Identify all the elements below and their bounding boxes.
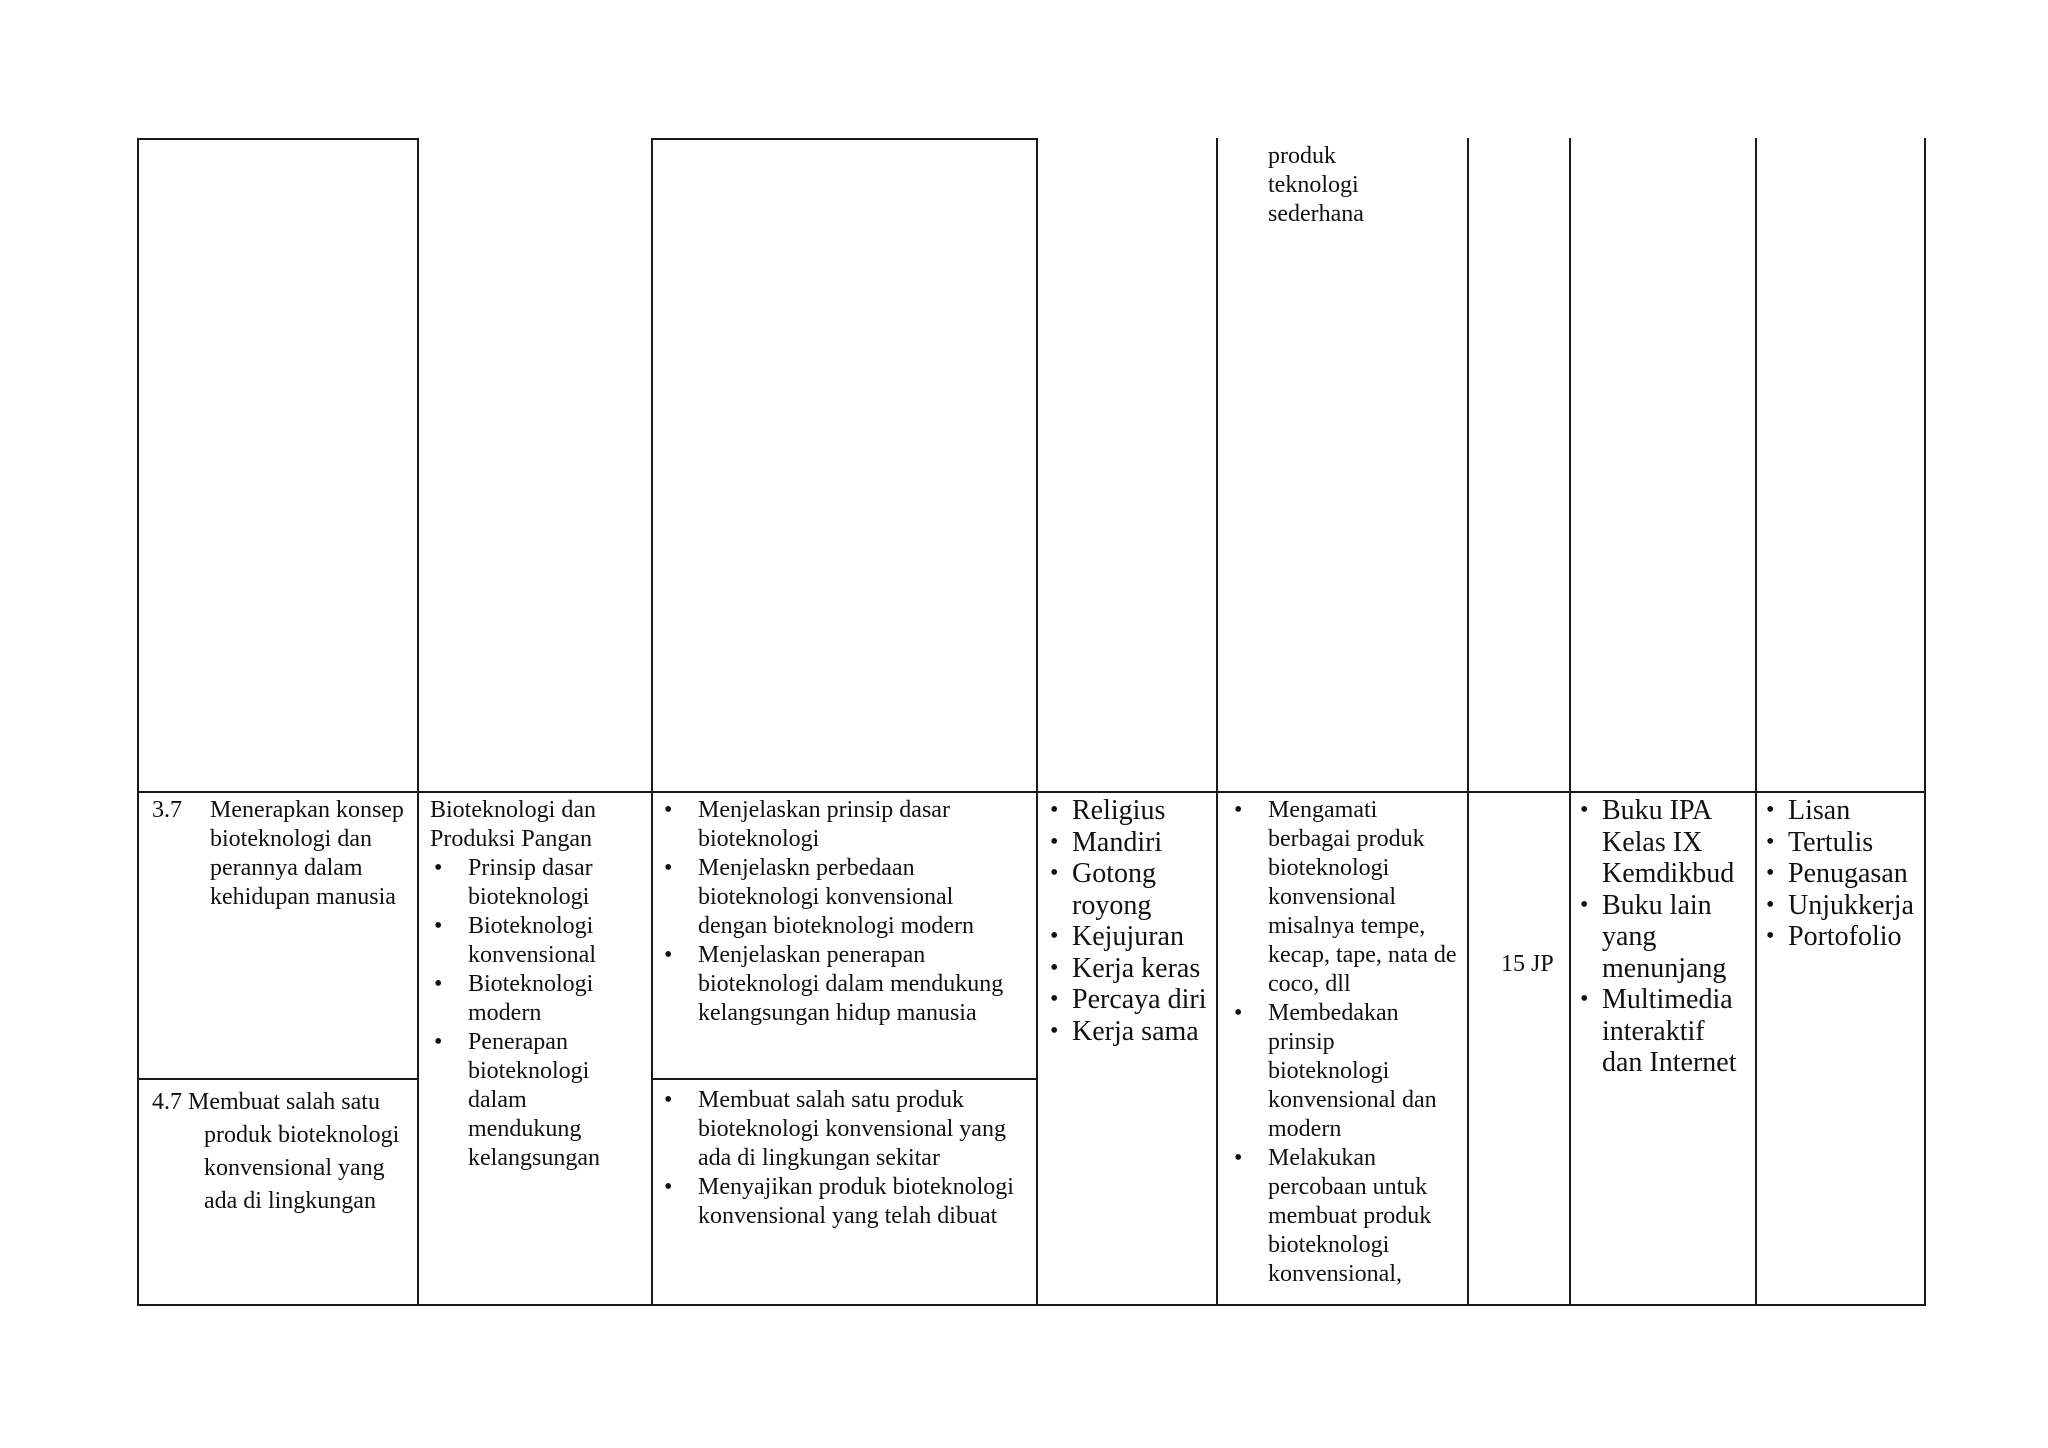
list-item: • Unjukkerja xyxy=(1764,890,1922,922)
list-item: • Mandiri xyxy=(1048,827,1214,859)
table-border-right xyxy=(1924,138,1926,1305)
list-item: • Mengamati berbagai produk bioteknologi konvensional misalnya tempe, kecap, tape, nata de coco, dll xyxy=(1230,796,1458,999)
competency-3-text: Menerapkan konsep bioteknologi dan perannya dalam kehidupan manusia xyxy=(210,797,404,910)
list-item: • Buku lain yang menunjang xyxy=(1578,890,1750,985)
list-item: • Bioteknologi modern xyxy=(430,970,630,1028)
list-item: • Percaya diri xyxy=(1048,984,1214,1016)
material-cell xyxy=(430,796,630,1173)
column-divider-4 xyxy=(1216,138,1218,1305)
assessment-cell xyxy=(1764,795,1922,953)
activities-list xyxy=(1230,796,1458,1289)
character-values-cell xyxy=(1048,795,1214,1047)
list-item: • Menjelaskn perbedaan bioteknologi konvensional dengan bioteknologi modern xyxy=(660,854,1015,941)
material-list xyxy=(430,854,630,1173)
top-border-col1 xyxy=(137,138,419,140)
list-item: • Portofolio xyxy=(1764,921,1922,953)
list-item: • Membedakan prinsip bioteknologi konvensional dan modern xyxy=(1230,999,1458,1144)
list-item: • Kerja sama xyxy=(1048,1016,1214,1048)
table-border-bottom xyxy=(137,1304,1926,1306)
assessment-list xyxy=(1764,795,1922,953)
list-item: • Menyajikan produk bioteknologi konvensional yang telah dibuat xyxy=(660,1173,1030,1231)
column-divider-1 xyxy=(417,138,419,1305)
list-item: • Kerja keras xyxy=(1048,953,1214,985)
list-item: • Lisan xyxy=(1764,795,1922,827)
indicators-3-cell xyxy=(660,796,1015,1028)
activities-cell xyxy=(1230,796,1458,1289)
indicators-4-list xyxy=(660,1086,1030,1231)
competency-3-number: 3.7 xyxy=(152,797,182,823)
competency-4-rest: produk bioteknologi konvensional yang ada di lingkungan xyxy=(204,1122,400,1214)
list-item: • Religius xyxy=(1048,795,1214,827)
list-item: • Buku IPA Kelas IX Kemdikbud xyxy=(1578,795,1750,890)
list-item: • Penerapan bioteknologi dalam mendukung kelangsungan xyxy=(430,1028,630,1173)
time-allocation: 15 JP xyxy=(1501,951,1554,977)
list-item: • Melakukan percobaan untuk membuat produk bioteknologi konvensional, xyxy=(1230,1144,1458,1289)
activities-tail-text: produk teknologi sederhana xyxy=(1268,143,1364,227)
character-values-list xyxy=(1048,795,1214,1047)
indicators-3-list xyxy=(660,796,1015,1028)
column-divider-5 xyxy=(1467,138,1469,1305)
list-item: • Bioteknologi konvensional xyxy=(430,912,630,970)
list-item: • Tertulis xyxy=(1764,827,1922,859)
list-item: • Penugasan xyxy=(1764,858,1922,890)
top-border-col3 xyxy=(651,138,1038,140)
list-item: • Menjelaskan penerapan bioteknologi dalam mendukung kelangsungan hidup manusia xyxy=(660,941,1015,1028)
material-heading: Bioteknologi dan Produksi Pangan xyxy=(430,797,596,852)
list-item: • Prinsip dasar bioteknologi xyxy=(430,854,630,912)
competency-4-first-line: 4.7 Membuat salah satu xyxy=(152,1089,380,1115)
list-item: • Menjelaskan prinsip dasar bioteknologi xyxy=(660,796,1015,854)
subrow-separator-col3 xyxy=(651,1078,1038,1080)
subrow-separator-col1 xyxy=(137,1078,419,1080)
list-item: • Kejujuran xyxy=(1048,921,1214,953)
list-item: • Membuat salah satu produk bioteknologi konvensional yang ada di lingkungan sekitar xyxy=(660,1086,1030,1173)
column-divider-2 xyxy=(651,138,653,1305)
list-item: • Gotong royong xyxy=(1048,858,1214,921)
column-divider-3 xyxy=(1036,138,1038,1305)
resources-cell xyxy=(1578,795,1750,1079)
competency-4 xyxy=(152,1086,407,1218)
column-divider-6 xyxy=(1569,138,1571,1305)
resources-list xyxy=(1578,795,1750,1079)
list-item: • Multimedia interaktif dan Internet xyxy=(1578,984,1750,1079)
row-separator xyxy=(137,791,1926,793)
column-divider-7 xyxy=(1755,138,1757,1305)
table-border-left xyxy=(137,138,139,1305)
indicators-4-cell xyxy=(660,1086,1030,1231)
